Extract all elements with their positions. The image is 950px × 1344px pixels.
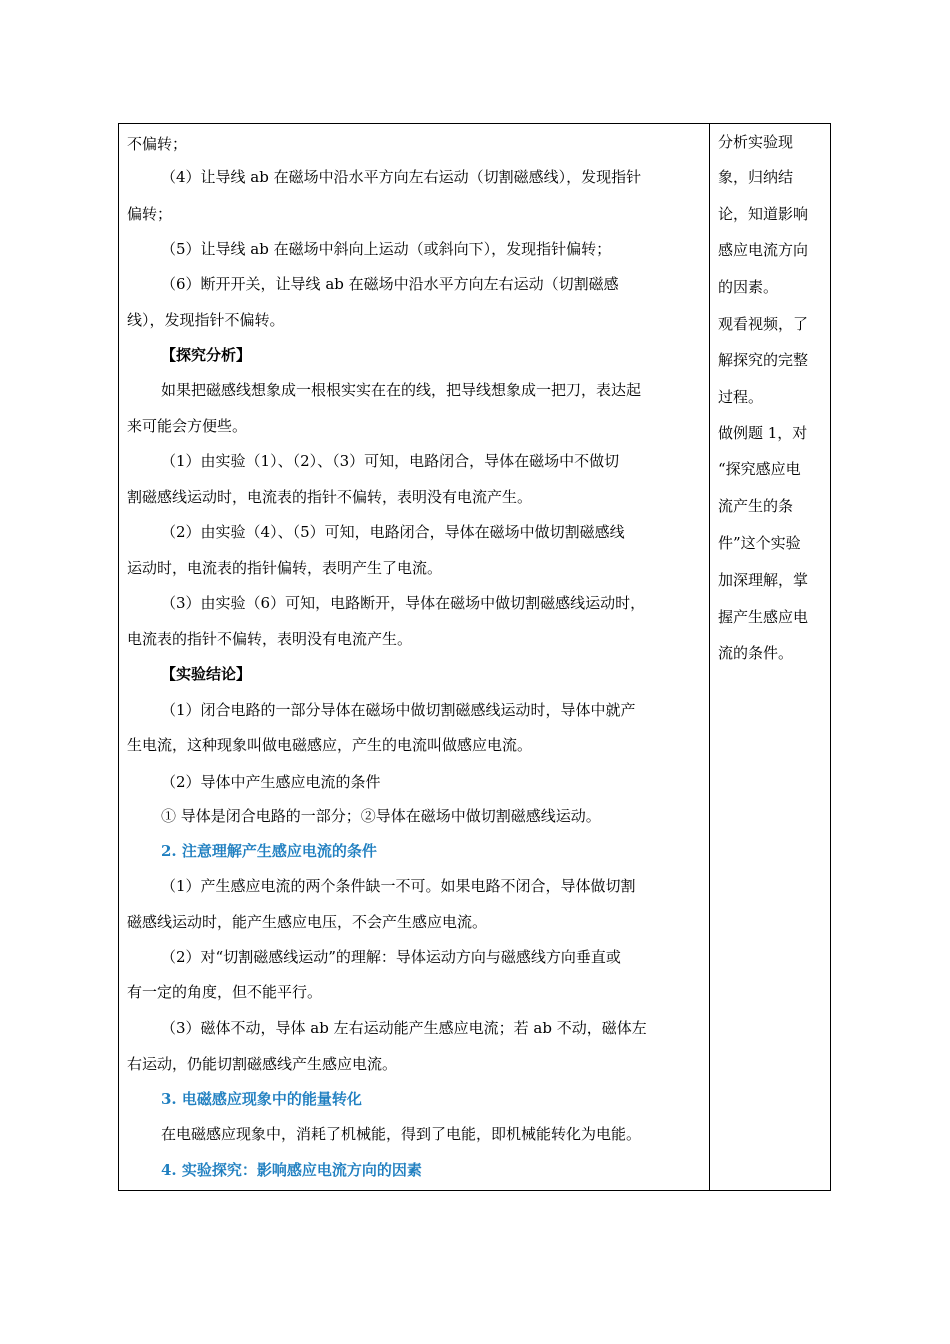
paragraph-line: 运动时，电流表的指针偏转，表明产生了电流。 (127, 559, 443, 577)
section-heading: 2. 注意理解产生感应电流的条件 (161, 842, 377, 860)
paragraph-line: 如果把磁感线想象成一根根实实在在的线，把导线想象成一把刀，表达起 (161, 381, 642, 399)
paragraph-line: 生电流，这种现象叫做电磁感应，产生的电流叫做感应电流。 (127, 736, 533, 754)
paragraph-line: （3）由实验（6）可知，电路断开，导体在磁场中做切割磁感线运动时， (161, 594, 646, 612)
paragraph-line: （6）断开开关，让导线 ab 在磁场中沿水平方向左右运动（切割磁感 (161, 275, 619, 293)
note-line: “探究感应电 (718, 460, 801, 478)
note-line: 握产生感应电 (718, 608, 809, 626)
note-line: 解探究的完整 (718, 351, 809, 369)
note-line: 论，知道影响 (718, 205, 809, 223)
column-divider (709, 124, 710, 1190)
paragraph-line: （2）由实验（4）、（5）可知，电路闭合，导体在磁场中做切割磁感线 (161, 523, 625, 541)
paragraph-line: 不偏转； (127, 135, 188, 153)
paragraph-line: 右运动，仍能切割磁感线产生感应电流。 (127, 1055, 398, 1073)
note-line: 象，归纳结 (718, 168, 794, 186)
subsection-heading: 【实验结论】 (161, 665, 252, 683)
note-line: 流的条件。 (718, 644, 794, 662)
paragraph-line: 在电磁感应现象中，消耗了机械能，得到了电能，即机械能转化为电能。 (161, 1125, 642, 1143)
note-line: 做例题 1，对 (718, 424, 808, 442)
note-line: 分析实验现 (718, 133, 794, 151)
section-heading: 3. 电磁感应现象中的能量转化 (161, 1090, 362, 1108)
paragraph-line: （5）让导线 ab 在磁场中斜向上运动（或斜向下），发现指针偏转； (161, 240, 612, 258)
paragraph-line: 有一定的角度，但不能平行。 (127, 983, 323, 1001)
paragraph-line: （1）产生感应电流的两个条件缺一不可。如果电路不闭合，导体做切割 (161, 877, 636, 895)
paragraph-line: （2）导体中产生感应电流的条件 (161, 773, 381, 791)
note-line: 过程。 (718, 388, 764, 406)
section-heading: 4. 实验探究：影响感应电流方向的因素 (161, 1161, 422, 1179)
paragraph-line: （4）让导线 ab 在磁场中沿水平方向左右运动（切割磁感线），发现指针 (161, 168, 642, 186)
note-line: 观看视频，了 (718, 315, 809, 333)
note-line: 加深理解，掌 (718, 571, 809, 589)
note-line: 感应电流方向 (718, 241, 809, 259)
paragraph-line: 割磁感线运动时，电流表的指针不偏转，表明没有电流产生。 (127, 488, 533, 506)
paragraph-line: 偏转； (127, 205, 173, 223)
paragraph-line: 线），发现指针不偏转。 (127, 311, 285, 329)
paragraph-line: 电流表的指针不偏转，表明没有电流产生。 (127, 630, 413, 648)
paragraph-line: （1）由实验（1）、（2）、（3）可知，电路闭合，导体在磁场中不做切 (161, 452, 620, 470)
note-line: 流产生的条 (718, 497, 794, 515)
paragraph-line: （3）磁体不动，导体 ab 左右运动能产生感应电流；若 ab 不动，磁体左 (161, 1019, 647, 1037)
subsection-heading: 【探究分析】 (161, 346, 252, 364)
paragraph-line: ① 导体是闭合电路的一部分；②导体在磁场中做切割磁感线运动。 (161, 807, 601, 825)
lesson-table (118, 123, 831, 1191)
paragraph-line: 来可能会方便些。 (127, 417, 248, 435)
note-line: 的因素。 (718, 278, 779, 296)
paragraph-line: 磁感线运动时，能产生感应电压，不会产生感应电流。 (127, 913, 488, 931)
paragraph-line: （2）对“切割磁感线运动”的理解：导体运动方向与磁感线方向垂直或 (161, 948, 621, 966)
paragraph-line: （1）闭合电路的一部分导体在磁场中做切割磁感线运动时，导体中就产 (161, 701, 636, 719)
note-line: 件”这个实验 (718, 534, 801, 552)
